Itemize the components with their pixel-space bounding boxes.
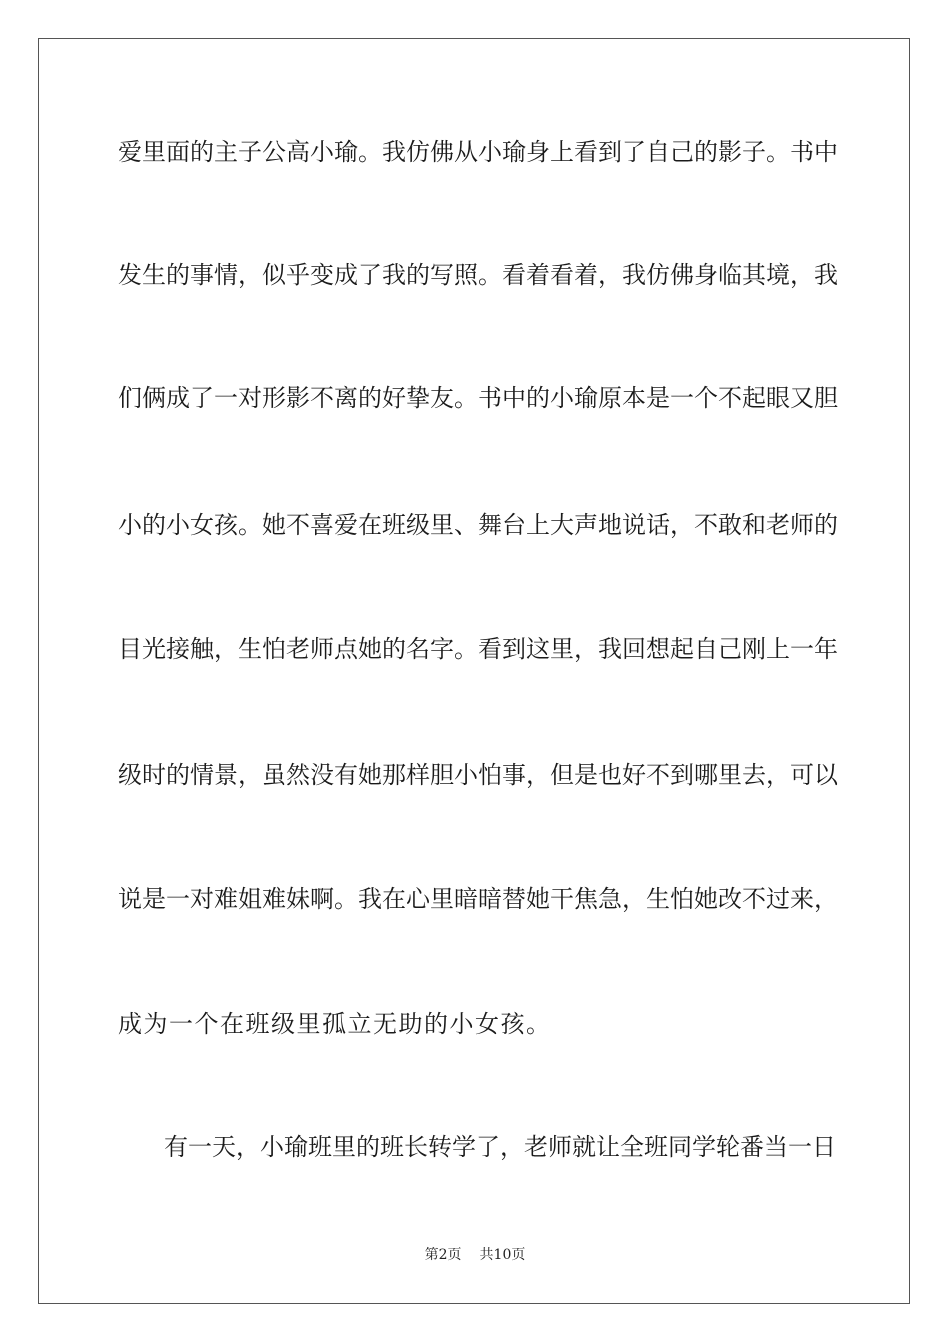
page-footer [0, 1246, 950, 1264]
page-border [38, 38, 910, 1304]
text-line: 发生的事情，似乎变成了我的写照。看着看着，我仿佛身临其境，我 [118, 261, 838, 289]
page-total: 共10页 [479, 1247, 526, 1263]
paragraph-first-line: 有一天，小瑜班里的班长转学了，老师就让全班同学轮番当一日 [164, 1133, 836, 1161]
text-line: 成为一个在班级里孤立无助的小女孩。 [118, 1010, 552, 1038]
text-line: 级时的情景，虽然没有她那样胆小怕事，但是也好不到哪里去，可以 [118, 761, 838, 789]
page-number: 第2页 [424, 1247, 462, 1263]
text-line: 爱里面的主子公高小瑜。我仿佛从小瑜身上看到了自己的影子。书中 [118, 138, 838, 166]
text-line: 小的小女孩。她不喜爱在班级里、舞台上大声地说话，不敢和老师的 [118, 511, 838, 539]
text-line: 们俩成了一对形影不离的好挚友。书中的小瑜原本是一个不起眼又胆 [118, 384, 838, 412]
text-line: 目光接触，生怕老师点她的名字。看到这里，我回想起自己刚上一年 [118, 635, 838, 663]
text-line: 说是一对难姐难妹啊。我在心里暗暗替她干焦急，生怕她改不过来， [118, 885, 838, 913]
